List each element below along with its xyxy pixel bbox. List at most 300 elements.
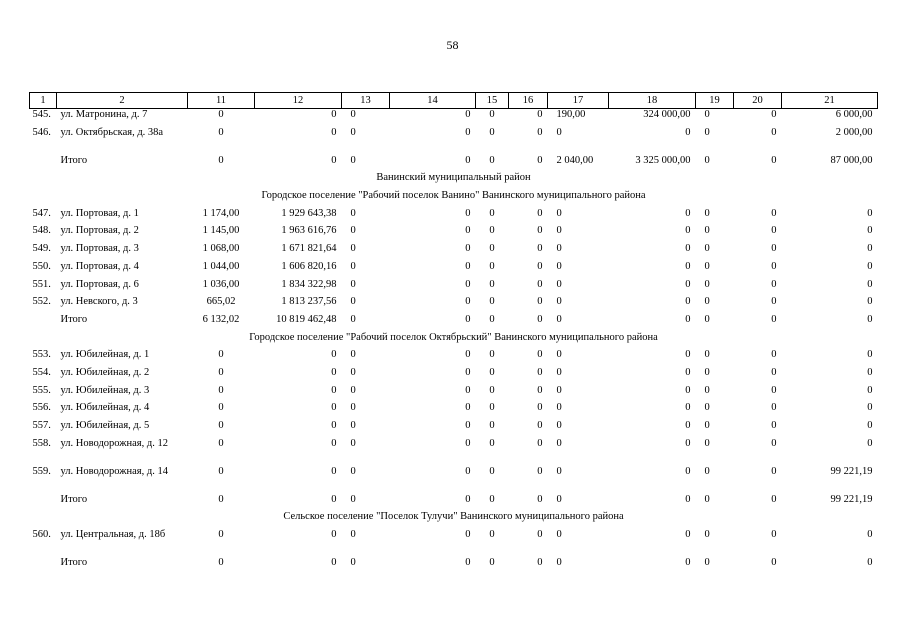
- value-cell-20: 0: [771, 260, 777, 272]
- row-number: 551.: [32, 278, 51, 290]
- column-header-16: 16: [509, 93, 548, 109]
- value-cell-16: 0: [537, 260, 543, 272]
- value-cell-12: 0: [331, 154, 337, 166]
- row-number: 549.: [32, 243, 51, 255]
- value-cell-14: 0: [465, 154, 471, 166]
- table-row: [30, 420, 878, 438]
- value-cell-19: 0: [704, 109, 710, 120]
- row-number: 552.: [32, 296, 51, 308]
- value-cell-15: 0: [489, 384, 495, 396]
- value-cell-15: 0: [489, 225, 495, 237]
- value-cell-14: 0: [465, 109, 471, 120]
- table-row: [30, 529, 878, 557]
- value-cell-13: 0: [350, 465, 356, 477]
- row-number: 555.: [32, 384, 51, 396]
- value-cell-15: 0: [489, 420, 495, 431]
- row-number: 553.: [32, 349, 51, 361]
- value-cell-18: 0: [685, 557, 691, 569]
- value-cell-21: 99 221,19: [830, 493, 873, 505]
- value-cell-18: 0: [685, 278, 691, 290]
- total-label: Итого: [60, 154, 88, 166]
- value-cell-18: 0: [685, 349, 691, 361]
- total-label: Итого: [60, 557, 88, 569]
- address-cell: ул. Юбилейная, д. 3: [60, 384, 150, 396]
- column-header-18: 18: [609, 93, 696, 109]
- value-cell-21: 0: [867, 296, 873, 308]
- row-number: 554.: [32, 366, 51, 378]
- section-heading-row: [30, 511, 878, 529]
- value-cell-17: 0: [556, 278, 562, 290]
- section-heading: Ванинский муниципальный район: [376, 172, 531, 184]
- row-number: [30, 155, 57, 173]
- value-cell-14: 0: [465, 260, 471, 272]
- value-cell-14: 0: [465, 278, 471, 290]
- value-cell-11: 1 174,00: [202, 207, 240, 219]
- address-cell: ул. Матронина, д. 7: [60, 109, 148, 120]
- value-cell-18: 0: [685, 126, 691, 138]
- value-cell-16: 0: [537, 207, 543, 219]
- value-cell-14: 0: [465, 402, 471, 414]
- value-cell-19: 0: [704, 384, 710, 396]
- row-number: 560.: [32, 529, 51, 541]
- row-number: 557.: [32, 420, 51, 431]
- value-cell-14: 0: [465, 420, 471, 431]
- value-cell-12: 0: [331, 384, 337, 396]
- total-row: [30, 314, 878, 332]
- value-cell-12: 0: [331, 493, 337, 505]
- value-cell-11: 1 044,00: [202, 260, 240, 272]
- value-cell-15: 0: [489, 207, 495, 219]
- value-cell-11: 0: [218, 529, 224, 541]
- value-cell-18: 324 000,00: [643, 109, 691, 120]
- address-cell: ул. Портовая, д. 6: [60, 278, 139, 290]
- value-cell-17: 0: [556, 557, 562, 569]
- total-row: [30, 494, 878, 512]
- address-cell: ул. Невского, д. 3: [60, 296, 138, 308]
- value-cell-21: 0: [867, 529, 873, 541]
- value-cell-21: 0: [867, 207, 873, 219]
- value-cell-18: 0: [685, 437, 691, 449]
- address-cell: ул. Портовая, д. 2: [60, 225, 139, 237]
- value-cell-14: 0: [465, 126, 471, 138]
- value-cell-15: 0: [489, 349, 495, 361]
- value-cell-12: 1 834 322,98: [281, 278, 337, 290]
- value-cell-16: 0: [537, 278, 543, 290]
- value-cell-13: 0: [350, 243, 356, 255]
- value-cell-12: 1 929 643,38: [281, 207, 337, 219]
- value-cell-20: 0: [771, 126, 777, 138]
- value-cell-16: 0: [537, 557, 543, 569]
- address-cell: ул. Юбилейная, д. 1: [60, 349, 150, 361]
- table-row: [30, 349, 878, 367]
- value-cell-12: 0: [331, 420, 337, 431]
- column-header-12: 12: [255, 93, 342, 109]
- column-header-17: 17: [548, 93, 609, 109]
- value-cell-21: 0: [867, 313, 873, 325]
- value-cell-19: 0: [704, 402, 710, 414]
- value-cell-15: 0: [489, 493, 495, 505]
- value-cell-11: 0: [218, 420, 224, 431]
- value-cell-21: 0: [867, 402, 873, 414]
- value-cell-13: 0: [350, 207, 356, 219]
- value-cell-12: 0: [331, 437, 337, 449]
- total-label: Итого: [60, 313, 88, 325]
- value-cell-14: 0: [465, 243, 471, 255]
- value-cell-15: 0: [489, 154, 495, 166]
- value-cell-13: 0: [350, 384, 356, 396]
- value-cell-12: 0: [331, 529, 337, 541]
- value-cell-14: 0: [465, 349, 471, 361]
- value-cell-16: 0: [537, 225, 543, 237]
- value-cell-11: 1 068,00: [202, 243, 240, 255]
- value-cell-11: 6 132,02: [202, 313, 240, 325]
- value-cell-18: 0: [685, 207, 691, 219]
- value-cell-20: 0: [771, 154, 777, 166]
- value-cell-11: 665,02: [206, 296, 236, 308]
- column-header-21: 21: [782, 93, 878, 109]
- table-row: [30, 385, 878, 403]
- value-cell-16: 0: [537, 154, 543, 166]
- value-cell-20: 0: [771, 366, 777, 378]
- value-cell-19: 0: [704, 207, 710, 219]
- value-cell-18: 0: [685, 225, 691, 237]
- value-cell-11: 0: [218, 154, 224, 166]
- value-cell-15: 0: [489, 278, 495, 290]
- value-cell-12: 0: [331, 557, 337, 569]
- value-cell-11: 1 145,00: [202, 225, 240, 237]
- row-number: 556.: [32, 402, 51, 414]
- column-header-14: 14: [390, 93, 476, 109]
- value-cell-11: 0: [218, 349, 224, 361]
- value-cell-21: 0: [867, 349, 873, 361]
- value-cell-16: 0: [537, 109, 543, 120]
- value-cell-21: 0: [867, 384, 873, 396]
- value-cell-16: 0: [537, 437, 543, 449]
- data-table: [29, 92, 878, 575]
- table-row: [30, 243, 878, 261]
- table-body: [30, 109, 878, 575]
- value-cell-20: 0: [771, 402, 777, 414]
- value-cell-18: 0: [685, 529, 691, 541]
- value-cell-16: 0: [537, 243, 543, 255]
- table-row: [30, 367, 878, 385]
- column-header-11: 11: [188, 93, 255, 109]
- value-cell-21: 0: [867, 437, 873, 449]
- value-cell-20: 0: [771, 109, 777, 120]
- value-cell-19: 0: [704, 366, 710, 378]
- section-heading-row: [30, 172, 878, 190]
- row-number: 547.: [32, 207, 51, 219]
- value-cell-20: 0: [771, 207, 777, 219]
- value-cell-15: 0: [489, 243, 495, 255]
- value-cell-18: 0: [685, 384, 691, 396]
- value-cell-16: 0: [537, 529, 543, 541]
- value-cell-15: 0: [489, 109, 495, 120]
- value-cell-16: 0: [537, 349, 543, 361]
- row-number: [30, 314, 57, 332]
- value-cell-17: 0: [556, 260, 562, 272]
- value-cell-11: 0: [218, 493, 224, 505]
- value-cell-18: 0: [685, 493, 691, 505]
- value-cell-17: 0: [556, 384, 562, 396]
- value-cell-14: 0: [465, 529, 471, 541]
- value-cell-20: 0: [771, 437, 777, 449]
- value-cell-14: 0: [465, 366, 471, 378]
- value-cell-19: 0: [704, 225, 710, 237]
- column-header-1: 1: [30, 93, 57, 109]
- value-cell-21: 0: [867, 243, 873, 255]
- total-row: [30, 557, 878, 575]
- value-cell-21: 87 000,00: [830, 154, 873, 166]
- value-cell-21: 2 000,00: [835, 126, 873, 138]
- value-cell-11: 0: [218, 557, 224, 569]
- value-cell-20: 0: [771, 296, 777, 308]
- value-cell-17: 0: [556, 207, 562, 219]
- value-cell-17: 0: [556, 402, 562, 414]
- value-cell-12: 0: [331, 349, 337, 361]
- value-cell-15: 0: [489, 260, 495, 272]
- address-cell: ул. Октябрьская, д. 38а: [60, 126, 164, 138]
- value-cell-18: 0: [685, 465, 691, 477]
- value-cell-13: 0: [350, 529, 356, 541]
- value-cell-19: 0: [704, 243, 710, 255]
- table-row: [30, 296, 878, 314]
- row-number: [30, 494, 57, 512]
- value-cell-20: 0: [771, 493, 777, 505]
- value-cell-12: 1 606 820,16: [281, 260, 337, 272]
- value-cell-19: 0: [704, 154, 710, 166]
- value-cell-20: 0: [771, 420, 777, 431]
- column-header-20: 20: [734, 93, 782, 109]
- value-cell-15: 0: [489, 529, 495, 541]
- value-cell-13: 0: [350, 260, 356, 272]
- value-cell-13: 0: [350, 296, 356, 308]
- value-cell-17: 0: [556, 366, 562, 378]
- value-cell-14: 0: [465, 207, 471, 219]
- value-cell-15: 0: [489, 557, 495, 569]
- row-number: [30, 557, 57, 575]
- value-cell-20: 0: [771, 278, 777, 290]
- value-cell-19: 0: [704, 420, 710, 431]
- value-cell-14: 0: [465, 493, 471, 505]
- value-cell-18: 0: [685, 366, 691, 378]
- value-cell-11: 0: [218, 126, 224, 138]
- value-cell-11: 0: [218, 366, 224, 378]
- value-cell-20: 0: [771, 557, 777, 569]
- value-cell-18: 0: [685, 313, 691, 325]
- address-cell: ул. Новодорожная, д. 12: [60, 437, 168, 449]
- address-cell: ул. Юбилейная, д. 4: [60, 402, 150, 414]
- value-cell-19: 0: [704, 465, 710, 477]
- row-number: 546.: [32, 126, 51, 138]
- column-header-19: 19: [696, 93, 734, 109]
- value-cell-15: 0: [489, 465, 495, 477]
- value-cell-11: 0: [218, 437, 224, 449]
- value-cell-21: 0: [867, 225, 873, 237]
- value-cell-13: 0: [350, 278, 356, 290]
- value-cell-19: 0: [704, 437, 710, 449]
- value-cell-12: 0: [331, 402, 337, 414]
- value-cell-11: 0: [218, 465, 224, 477]
- value-cell-12: 10 819 462,48: [276, 313, 337, 325]
- address-cell: ул. Портовая, д. 1: [60, 207, 139, 219]
- value-cell-12: 1 963 616,76: [281, 225, 337, 237]
- data-table-container: [29, 92, 877, 575]
- value-cell-16: 0: [537, 384, 543, 396]
- row-number: 558.: [32, 437, 51, 449]
- total-row: [30, 155, 878, 173]
- value-cell-21: 0: [867, 366, 873, 378]
- value-cell-13: 0: [350, 126, 356, 138]
- page-number: 58: [446, 38, 459, 52]
- value-cell-14: 0: [465, 557, 471, 569]
- value-cell-21: 99 221,19: [830, 465, 873, 477]
- column-header-15: 15: [476, 93, 509, 109]
- value-cell-17: 0: [556, 349, 562, 361]
- value-cell-12: 0: [331, 109, 337, 120]
- value-cell-20: 0: [771, 384, 777, 396]
- value-cell-18: 3 325 000,00: [635, 154, 691, 166]
- table-header-row: [30, 93, 878, 109]
- table-row: [30, 279, 878, 297]
- value-cell-13: 0: [350, 109, 356, 120]
- row-number: 559.: [32, 465, 51, 477]
- value-cell-13: 0: [350, 557, 356, 569]
- value-cell-12: 0: [331, 366, 337, 378]
- value-cell-21: 0: [867, 557, 873, 569]
- value-cell-13: 0: [350, 493, 356, 505]
- value-cell-15: 0: [489, 437, 495, 449]
- value-cell-21: 0: [867, 420, 873, 431]
- column-header-2: 2: [57, 93, 188, 109]
- table-row: [30, 438, 878, 466]
- table-row: [30, 109, 878, 127]
- table-row: [30, 127, 878, 155]
- value-cell-12: 1 813 237,56: [281, 296, 337, 308]
- section-heading-row: [30, 332, 878, 350]
- value-cell-20: 0: [771, 349, 777, 361]
- table-row: [30, 208, 878, 226]
- value-cell-21: 0: [867, 278, 873, 290]
- value-cell-17: 0: [556, 225, 562, 237]
- value-cell-16: 0: [537, 420, 543, 431]
- value-cell-13: 0: [350, 154, 356, 166]
- value-cell-17: 0: [556, 465, 562, 477]
- value-cell-20: 0: [771, 465, 777, 477]
- section-heading-row: [30, 190, 878, 208]
- value-cell-13: 0: [350, 313, 356, 325]
- address-cell: ул. Юбилейная, д. 2: [60, 366, 150, 378]
- value-cell-18: 0: [685, 296, 691, 308]
- value-cell-21: 6 000,00: [835, 109, 873, 120]
- value-cell-14: 0: [465, 313, 471, 325]
- row-number: 545.: [32, 109, 51, 120]
- value-cell-11: 0: [218, 384, 224, 396]
- value-cell-13: 0: [350, 420, 356, 431]
- value-cell-14: 0: [465, 384, 471, 396]
- row-number: 550.: [32, 260, 51, 272]
- value-cell-18: 0: [685, 402, 691, 414]
- address-cell: ул. Новодорожная, д. 14: [60, 465, 168, 477]
- address-cell: ул. Портовая, д. 3: [60, 243, 139, 255]
- value-cell-17: 0: [556, 493, 562, 505]
- value-cell-17: 0: [556, 529, 562, 541]
- value-cell-12: 0: [331, 126, 337, 138]
- value-cell-14: 0: [465, 296, 471, 308]
- table-row: [30, 225, 878, 243]
- value-cell-17: 2 040,00: [556, 154, 594, 166]
- value-cell-14: 0: [465, 465, 471, 477]
- value-cell-15: 0: [489, 402, 495, 414]
- value-cell-17: 0: [556, 243, 562, 255]
- table-row: [30, 402, 878, 420]
- value-cell-11: 1 036,00: [202, 278, 240, 290]
- value-cell-13: 0: [350, 225, 356, 237]
- value-cell-16: 0: [537, 493, 543, 505]
- address-cell: ул. Центральная, д. 18б: [60, 529, 166, 541]
- value-cell-19: 0: [704, 557, 710, 569]
- value-cell-18: 0: [685, 260, 691, 272]
- value-cell-19: 0: [704, 349, 710, 361]
- value-cell-19: 0: [704, 260, 710, 272]
- table-row: [30, 466, 878, 494]
- value-cell-14: 0: [465, 437, 471, 449]
- value-cell-20: 0: [771, 225, 777, 237]
- value-cell-17: 0: [556, 420, 562, 431]
- table-row: [30, 261, 878, 279]
- value-cell-16: 0: [537, 366, 543, 378]
- value-cell-13: 0: [350, 437, 356, 449]
- value-cell-13: 0: [350, 366, 356, 378]
- value-cell-19: 0: [704, 529, 710, 541]
- value-cell-15: 0: [489, 296, 495, 308]
- value-cell-15: 0: [489, 366, 495, 378]
- value-cell-17: 0: [556, 313, 562, 325]
- value-cell-16: 0: [537, 402, 543, 414]
- value-cell-13: 0: [350, 402, 356, 414]
- value-cell-12: 0: [331, 465, 337, 477]
- value-cell-19: 0: [704, 313, 710, 325]
- value-cell-20: 0: [771, 529, 777, 541]
- value-cell-19: 0: [704, 278, 710, 290]
- value-cell-15: 0: [489, 313, 495, 325]
- section-heading: Городское поселение "Рабочий поселок Октябрьский" Ванинского муниципального района: [249, 331, 658, 343]
- row-number: 548.: [32, 225, 51, 237]
- value-cell-20: 0: [771, 243, 777, 255]
- value-cell-21: 0: [867, 260, 873, 272]
- value-cell-16: 0: [537, 313, 543, 325]
- value-cell-17: 0: [556, 126, 562, 138]
- value-cell-16: 0: [537, 296, 543, 308]
- address-cell: ул. Юбилейная, д. 5: [60, 420, 150, 431]
- value-cell-15: 0: [489, 126, 495, 138]
- value-cell-17: 190,00: [556, 109, 586, 120]
- section-heading: Городское поселение "Рабочий поселок Ванино" Ванинского муниципального района: [261, 190, 646, 202]
- value-cell-19: 0: [704, 493, 710, 505]
- value-cell-19: 0: [704, 126, 710, 138]
- value-cell-16: 0: [537, 126, 543, 138]
- value-cell-20: 0: [771, 313, 777, 325]
- value-cell-12: 1 671 821,64: [281, 243, 337, 255]
- column-header-13: 13: [342, 93, 390, 109]
- value-cell-11: 0: [218, 109, 224, 120]
- value-cell-17: 0: [556, 437, 562, 449]
- value-cell-19: 0: [704, 296, 710, 308]
- value-cell-17: 0: [556, 296, 562, 308]
- value-cell-18: 0: [685, 243, 691, 255]
- section-heading: Сельское поселение "Поселок Тулучи" Ванинского муниципального района: [283, 511, 624, 523]
- total-label: Итого: [60, 493, 88, 505]
